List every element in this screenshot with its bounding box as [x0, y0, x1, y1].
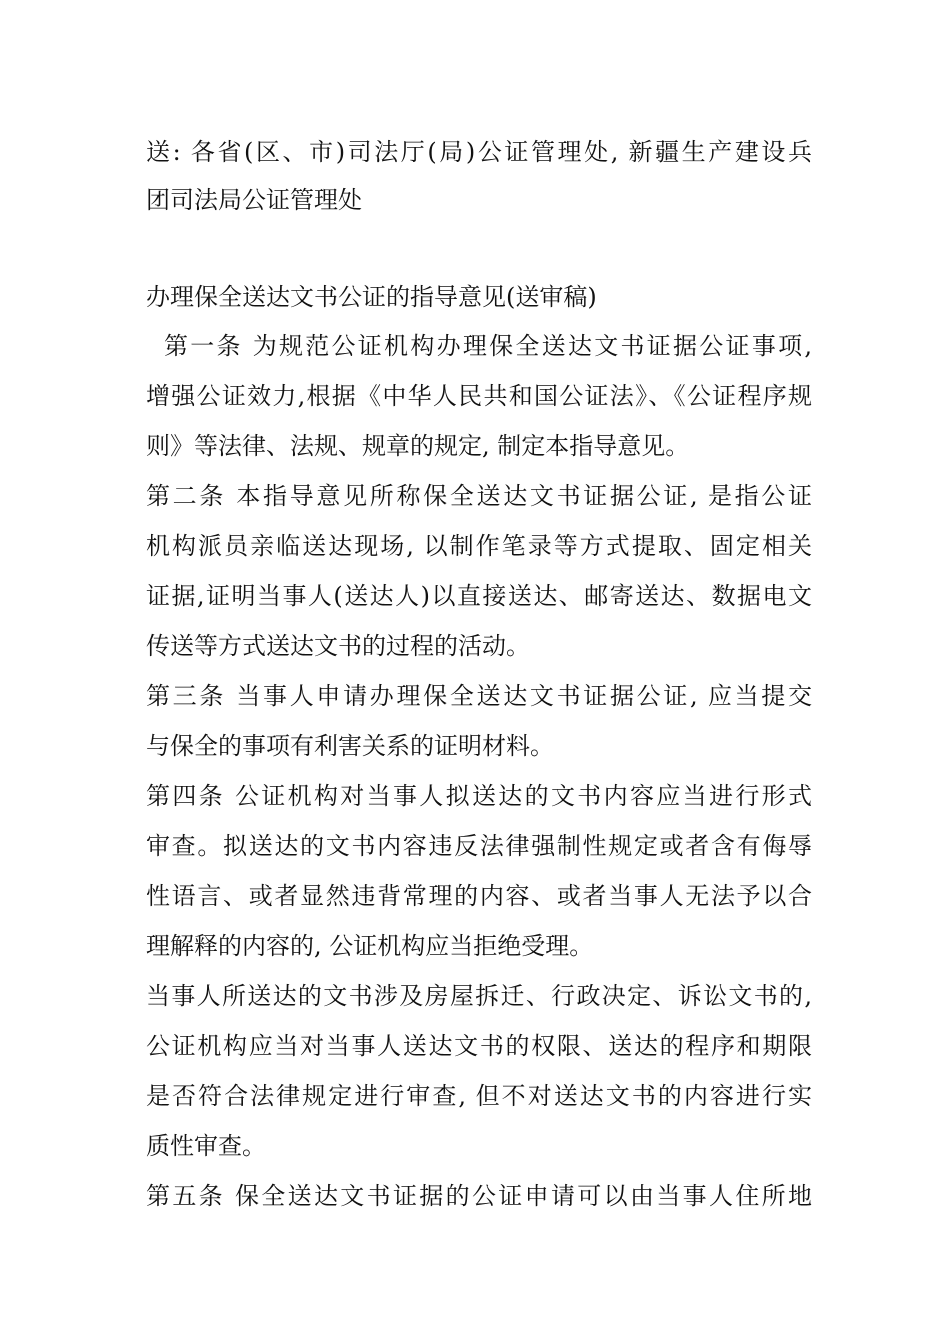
article-2-line-3: 证据,证明当事人(送达人)以直接送达、邮寄送达、数据电文: [146, 582, 812, 610]
article-1-line-3: 则》等法律、法规、规章的规定, 制定本指导意见。: [146, 432, 690, 460]
article-1-line-1: 第一条 为规范公证机构办理保全送达文书证据公证事项,: [164, 332, 812, 360]
article-5-line-1: 第五条 保全送达文书证据的公证申请可以由当事人住所地: [146, 1182, 812, 1210]
recipients-line-2: 团司法局公证管理处: [146, 186, 362, 214]
article-4-para-2-line-3: 是否符合法律规定进行审查, 但不对送达文书的内容进行实: [146, 1082, 812, 1110]
article-4-line-1: 第四条 公证机构对当事人拟送达的文书内容应当进行形式: [146, 782, 812, 810]
article-4-para-2-line-1: 当事人所送达的文书涉及房屋拆迁、行政决定、诉讼文书的,: [146, 982, 812, 1010]
document-title: 办理保全送达文书公证的指导意见(送审稿): [146, 283, 597, 311]
article-4-line-2: 审查。拟送达的文书内容违反法律强制性规定或者含有侮辱: [146, 832, 812, 860]
article-2-line-1: 第二条 本指导意见所称保全送达文书证据公证, 是指公证: [146, 482, 812, 510]
article-4-line-3: 性语言、或者显然违背常理的内容、或者当事人无法予以合: [146, 882, 812, 910]
article-4-para-2-line-4: 质性审查。: [146, 1132, 266, 1160]
article-2-line-2: 机构派员亲临送达现场, 以制作笔录等方式提取、固定相关: [146, 532, 812, 560]
article-4-para-2-line-2: 公证机构应当对当事人送达文书的权限、送达的程序和期限: [146, 1032, 812, 1060]
article-2-line-4: 传送等方式送达文书的过程的活动。: [146, 632, 530, 660]
article-4-line-4: 理解释的内容的, 公证机构应当拒绝受理。: [146, 932, 594, 960]
article-3-line-2: 与保全的事项有利害关系的证明材料。: [146, 732, 554, 760]
article-3-line-1: 第三条 当事人申请办理保全送达文书证据公证, 应当提交: [146, 682, 812, 710]
recipients-line-1: 送: 各省(区、市)司法厅(局)公证管理处, 新疆生产建设兵: [146, 138, 812, 166]
article-1-line-2: 增强公证效力,根据《中华人民共和国公证法》、《公证程序规: [146, 382, 812, 410]
